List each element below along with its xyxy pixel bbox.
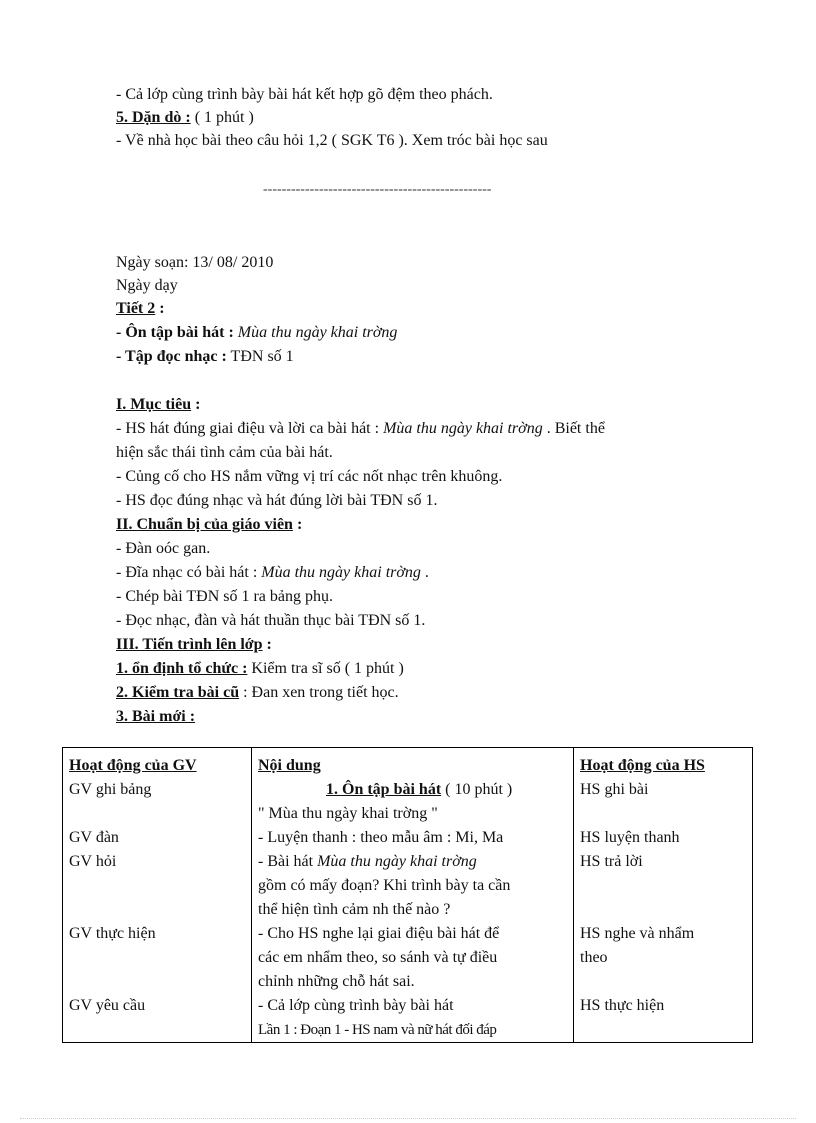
table-header-row bbox=[63, 748, 753, 779]
on-dinh-line bbox=[116, 658, 404, 680]
text: - Cho HS nghe lại giai điệu bài hát để bbox=[258, 925, 500, 942]
song-title: Mùa thu ngày khai trờng bbox=[261, 564, 421, 581]
muc-tieu-line: hiện sắc thái tình cảm của bài hát. bbox=[116, 444, 333, 461]
section-title: II. Chuẩn bị của giáo viên bbox=[116, 516, 293, 533]
cell-hs: HS ghi bài bbox=[574, 778, 753, 826]
separator-line: ------------------------------------------------- bbox=[263, 182, 492, 197]
cell-hs: HS trả lời bbox=[574, 850, 753, 922]
page-bottom-border bbox=[20, 1118, 796, 1119]
text: thể hiện tình cảm nh thế nào ? bbox=[258, 901, 451, 918]
section-title: I. Mục tiêu bbox=[116, 396, 192, 413]
cell-noi-dung bbox=[252, 778, 574, 826]
muc-tieu-heading bbox=[116, 394, 200, 416]
on-tap-label: - Ôn tập bài hát : bbox=[116, 324, 234, 341]
text: gồm có mấy đoạn? Khi trình bày ta cần bbox=[258, 877, 511, 894]
text: chỉnh những chỗ hát sai. bbox=[258, 973, 415, 990]
table-row bbox=[63, 994, 753, 1043]
song-name: " Mùa thu ngày khai trờng " bbox=[258, 805, 438, 822]
chuan-bi-line: - Đàn oóc gan. bbox=[116, 540, 211, 557]
cell-hs: HS thực hiện bbox=[574, 994, 753, 1043]
section-colon: : bbox=[262, 636, 272, 653]
tiet-colon: : bbox=[155, 300, 165, 317]
bai-moi-line bbox=[116, 706, 195, 728]
ngay-soan: Ngày soạn: 13/ 08/ 2010 bbox=[116, 254, 274, 271]
muc-tieu-line: - Củng cố cho HS nắm vững vị trí các nốt nhạc trên khuông. bbox=[116, 468, 503, 485]
on-tap-line bbox=[116, 322, 397, 344]
text: . bbox=[420, 564, 429, 581]
muc-tieu-line bbox=[116, 418, 605, 440]
chuan-bi-line: - Đọc nhạc, đàn và hát thuần thục bài TĐN số 1. bbox=[116, 612, 426, 629]
cell-gv: GV thực hiện bbox=[63, 922, 252, 994]
tiet-line bbox=[116, 298, 165, 320]
tien-trinh-heading bbox=[116, 634, 272, 656]
tdn-value: TĐN số 1 bbox=[226, 348, 294, 365]
on-tap-value: Mùa thu ngày khai trờng bbox=[233, 324, 398, 341]
text: theo bbox=[580, 949, 608, 966]
cell-gv: GV ghi bảng bbox=[63, 778, 252, 826]
kiem-tra-line bbox=[116, 682, 399, 704]
chuan-bi-line bbox=[116, 562, 429, 584]
on-dinh-value: Kiểm tra sĩ số ( 1 phút ) bbox=[247, 660, 404, 677]
cell-gv: GV đàn bbox=[63, 826, 252, 850]
text: - Bài hát bbox=[258, 853, 318, 870]
cell-noi-dung: - Luyện thanh : theo mẫu âm : Mi, Ma bbox=[252, 826, 574, 850]
chuan-bi-line: - Chép bài TĐN số 1 ra bảng phụ. bbox=[116, 588, 333, 605]
cell-noi-dung bbox=[252, 994, 574, 1043]
cell-noi-dung bbox=[252, 850, 574, 922]
text: các em nhẩm theo, so sánh và tự điều bbox=[258, 949, 498, 966]
text-line: - Cả lớp cùng trình bày bài hát kết hợp gõ đệm theo phách. bbox=[116, 86, 493, 103]
activity-time: ( 10 phút ) bbox=[441, 781, 513, 798]
cell-gv: GV hỏi bbox=[63, 850, 252, 922]
col-header-noi-dung: Nội dung bbox=[252, 748, 574, 779]
muc-tieu-line: - HS đọc đúng nhạc và hát đúng lời bài TĐN số 1. bbox=[116, 492, 438, 509]
bai-moi-label: 3. Bài mới : bbox=[116, 708, 196, 725]
text: HS nghe và nhẩm bbox=[580, 925, 695, 942]
text: - Đĩa nhạc có bài hát : bbox=[116, 564, 262, 581]
text: Lần 1 : Đoạn 1 - HS nam và nữ hát đối đáp bbox=[258, 1022, 497, 1038]
tdn-label: - Tập đọc nhạc : bbox=[116, 348, 227, 365]
activity-title: 1. Ôn tập bài hát bbox=[326, 781, 442, 798]
table-row bbox=[63, 778, 753, 826]
song-title: Mùa thu ngày khai trờng bbox=[383, 420, 543, 437]
section-colon: : bbox=[292, 516, 303, 533]
table-row bbox=[63, 850, 753, 922]
chuan-bi-heading bbox=[116, 514, 302, 536]
tiet-label: Tiết 2 bbox=[116, 300, 156, 317]
song-title: Mùa thu ngày khai trờng bbox=[317, 853, 477, 870]
text: - Cả lớp cùng trình bày bài hát bbox=[258, 997, 454, 1014]
on-dinh-label: 1. ổn định tổ chức : bbox=[116, 660, 248, 677]
text: . Biết thể bbox=[542, 420, 605, 437]
section-colon: : bbox=[191, 396, 201, 413]
table-row bbox=[63, 826, 753, 850]
tdn-line bbox=[116, 346, 294, 368]
dando-label: 5. Dặn dò : bbox=[116, 109, 191, 126]
dando-line bbox=[116, 107, 254, 129]
text-line: - Về nhà học bài theo câu hỏi 1,2 ( SGK T6 ). Xem tróc bài học sau bbox=[116, 132, 548, 149]
section-title: III. Tiến trình lên lớp bbox=[116, 636, 263, 653]
col-header-hs: Hoạt động của HS bbox=[574, 748, 753, 779]
kiem-tra-value: : Đan xen trong tiết học. bbox=[239, 684, 399, 701]
text: - HS hát đúng giai điệu và lời ca bài hát : bbox=[116, 420, 384, 437]
ngay-day: Ngày dạy bbox=[116, 277, 178, 294]
cell-hs: HS luyện thanh bbox=[574, 826, 753, 850]
cell-gv: GV yêu cầu bbox=[63, 994, 252, 1043]
lesson-table bbox=[62, 747, 753, 1043]
cell-noi-dung bbox=[252, 922, 574, 994]
kiem-tra-label: 2. Kiểm tra bài cũ bbox=[116, 684, 240, 701]
cell-hs bbox=[574, 922, 753, 994]
dando-value: ( 1 phút ) bbox=[190, 109, 254, 126]
table-row bbox=[63, 922, 753, 994]
col-header-gv: Hoạt động của GV bbox=[63, 748, 252, 779]
